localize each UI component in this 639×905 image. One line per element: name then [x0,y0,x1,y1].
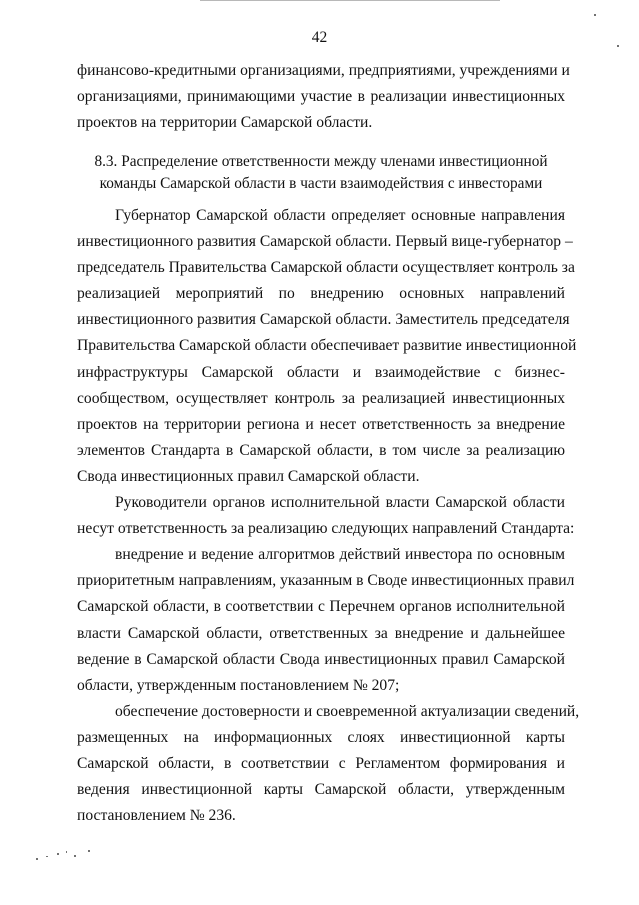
paragraph-line: председатель Правительства Самарской области осуществляет контроль за [77,259,575,277]
paragraph-line: Свода инвестиционных правил Самарской области. [77,467,420,485]
paragraph-line: Руководители органов исполнительной власти Самарской области [115,494,565,512]
paragraph-line: размещенных на информационных слоях инвестиционной карты [77,728,565,746]
paragraph-line: внедрение и ведение алгоритмов действий инвестора по основным [115,546,565,564]
paragraph-line: ведение в Самарской области Свода инвестиционных правил Самарской [77,650,565,668]
top-edge-line [200,0,500,1]
section-heading-line: команды Самарской области в части взаимодействия с инвесторами [99,174,543,192]
scan-speck [46,856,48,857]
page-number: 42 [311,29,328,46]
paragraph-line: Губернатор Самарской области определяет основные направления [115,207,565,224]
paragraph-algorithms [77,542,575,699]
scan-speck [617,45,619,47]
intro-line: проектов на территории Самарской области. [77,114,373,132]
paragraph-line: области, утвержденным постановлением № 207; [77,676,400,694]
paragraph-line: инвестиционного развития Самарской области. Первый вице-губернатор – [77,233,573,251]
paragraph-governor [77,203,577,490]
paragraph-line: власти Самарской области, ответственных за внедрение и дальнейшее [77,624,565,642]
paragraph-line: постановлением № 236. [77,807,236,825]
paragraph-line: обеспечение достоверности и своевременной актуализации сведений, [115,702,580,720]
paragraph-line: Правительства Самарской области обеспечивает развитие инвестиционной [77,337,577,355]
scan-speck [57,853,59,855]
section-heading [77,151,565,194]
paragraph-heads-responsibility [77,490,575,542]
scan-speck [66,851,67,853]
intro-paragraph [77,58,570,136]
paragraph-line: реализацией мероприятий по внедрению основных направлений [77,285,565,303]
paragraph-line: элементов Стандарта в Самарской области, в том числе за реализацию [77,441,565,459]
paragraph-line: проектов на территории региона и несет ответственность за внедрение [77,415,565,433]
paragraph-line: несут ответственность за реализацию следующих направлений Стандарта: [77,520,575,538]
paragraph-line: Самарской области, в соответствии с Регламентом формирования и [77,754,565,772]
paragraph-line: Самарской области, в соответствии с Перечнем органов исполнительной [77,598,565,616]
scan-speck [74,855,76,857]
paragraph-line: сообществом, осуществляет контроль за реализацией инвестиционных [77,389,565,407]
scan-speck [594,14,596,16]
paragraph-line: инфраструктуры Самарской области и взаимодействие с бизнес- [77,363,565,381]
intro-line: организациями, принимающими участие в реализации инвестиционных [77,88,565,106]
paragraph-line: ведения инвестиционной карты Самарской области, утвержденным [77,781,565,799]
section-body [77,203,580,829]
paragraph-line: инвестиционного развития Самарской области. Заместитель председателя [77,311,570,329]
scan-speck [36,858,38,860]
section-heading-line: 8.3. Распределение ответственности между членами инвестиционной [94,153,548,170]
intro-line: финансово-кредитными организациями, предприятиями, учреждениями и [77,62,570,79]
paragraph-line: приоритетным направлениям, указанным в Своде инвестиционных правил [77,572,575,590]
paragraph-investment-map [77,699,580,829]
scan-speck [88,850,90,852]
